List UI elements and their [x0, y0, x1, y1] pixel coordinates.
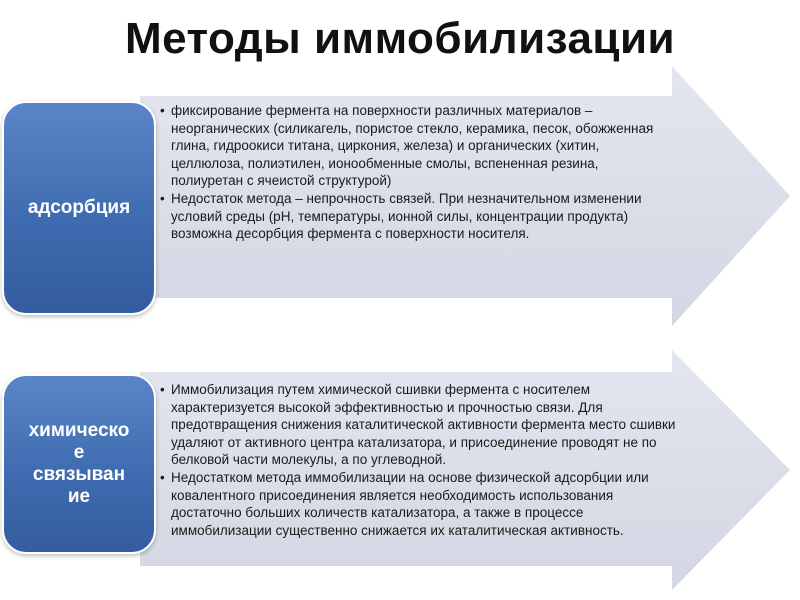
label-adsorption [2, 101, 156, 315]
chemical-bullet-1: • Иммобилизация путем химической сшивки фермента с носителем характеризуется высокой эффективностью и прочностью связи. Для предотвращения снижения каталитической активности фермента место сшивки удаляют от активного центра катализатора, и присоединение проводят не по белковой части молекулы, а по углеводной. [160, 381, 680, 469]
adsorption-bullet-list [160, 102, 672, 243]
adsorption-bullet-1: • фиксирование фермента на поверхности различных материалов – неорганических (силикагель, пористое стекло, керамика, песок, обожженная глина, гидроокиси титана, циркония, железа) и органических (хитин, целлюлоза, полиэтилен, ионообменные смолы, вспененная резина, полиуретан с ячеистой структурой) [160, 102, 672, 190]
label-line-2: е [73, 442, 85, 463]
label-chemical-binding-text [29, 420, 130, 508]
chemical-bullet-list [160, 381, 680, 539]
label-line-3: связыван [32, 464, 126, 485]
label-adsorption-text: адсорбция [27, 197, 131, 218]
label-chemical-binding [2, 374, 156, 554]
slide-title: Методы иммобилизации [124, 14, 676, 63]
adsorption-bullet-2: • Недостаток метода – непрочность связей. При незначительном изменении условий среды (рН, температуры, ионной силы, концентрации продукта) возможна десорбция фермента с поверхности носителя. [160, 190, 672, 243]
label-line-4: ие [67, 486, 91, 507]
label-line-1: химическо [28, 420, 130, 441]
chemical-bullet-2: • Недостатком метода иммобилизации на основе физической адсорбции или ковалентного присоединения является необходимость использования достаточно больших количеств катализатора, а также в процессе иммобилизации существенно снижается их каталитическая активность. [160, 469, 680, 539]
